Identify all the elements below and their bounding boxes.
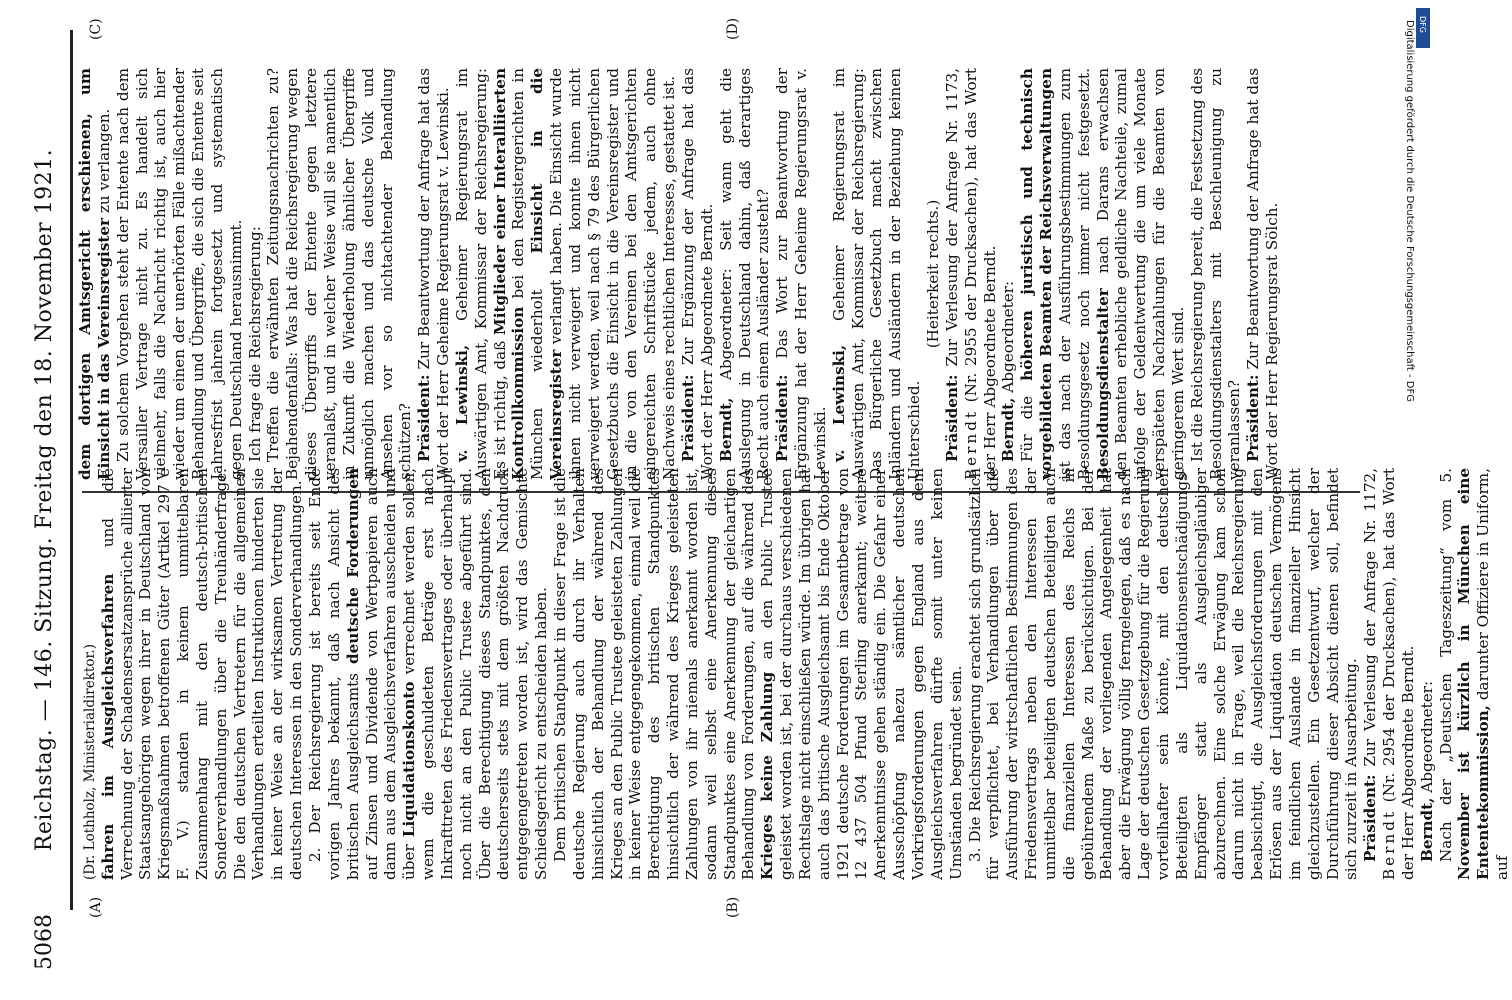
text: auf Zinsen und Dividende von Wertpapieren auch dann aus dem Ausgleichsverfahren ausscheiden und über <box>362 468 419 880</box>
text: zu verlangen. <box>94 108 113 218</box>
spaced-name: Berndt <box>961 408 980 480</box>
bold-text: Besoldungsdienstalter <box>1093 288 1112 480</box>
text: bei den Registergerichten in München wiederholt <box>509 68 547 480</box>
text: 2. Der Reichsregierung ist bereits seit Ende vorigen Jahres bekannt, daß nach Ansicht des britischen Ausgleichsamts <box>306 468 362 880</box>
president-speech <box>943 68 1000 480</box>
text: Zur Verlesung der Anfrage Nr. 1172, <box>1361 468 1380 775</box>
speaker-label: Präsident: <box>679 374 697 462</box>
bold-text: deutsche Forderungen <box>343 468 362 665</box>
text: und die Verrechnung der Schadensersatzansprüche alliierter Staatsangehörigen wegen ihrer in Deutschland von Kriegsmaßnahmen betroffenen Güter (Artikel 297 e F. V.) standen in keinem unmittelbaren Zusammenhang mit den deutsch-britischen Sonderverhandlungen über die Treuhänderfrage. Die den deutschen Vertretern für die allgemeinen Verhandlungen erteilten Instruktionen hinderten sie in keiner Weise an der wirksamen Vertretung der deutschen Interessen in den Sonderverhandlungen. <box>98 468 306 880</box>
president-speech <box>1361 468 1418 880</box>
bold-text: Mitglieder einer Interalliierten Kontrollkommission <box>490 68 528 480</box>
speaker-label: Berndt, <box>999 397 1018 462</box>
speaker-label: Präsident: <box>1361 774 1380 862</box>
bold-text: fahren im Ausgleichsverfahren <box>98 573 117 880</box>
text: nach Darans erwachsen den Beamten erhebliche geldliche Nachteile, zumal infolge der Geldentwertung die um viele Monate verspäteten Nachzahlungen für die Beamten von geringerem Wert sind. <box>1093 68 1187 480</box>
text: Zur Beantwortung der Anfrage hat das Wort der Herr Regierungsrat Sölch. <box>1244 68 1282 480</box>
speaker-label: Präsident: <box>1244 374 1263 462</box>
speaker-note: (Dr. Lothholz, Ministerialdirektor.) <box>82 644 98 880</box>
president-speech <box>1244 68 1282 480</box>
text: Entente nach dem Versailler Vertrage nicht zu. Es handelt sich vielmehr, falls die Nachricht richtig ist, auch hier wieder um einen der unerhörten Fälle mißachtender Behandlung und Übergriffe, die sich die Entente seit Jahresfrist jahrein fortgesetzt und systematisch gegen Deutschland herausnimmt. <box>113 67 245 480</box>
lewinski-speech <box>453 68 679 480</box>
spaced-name: Berndt <box>1380 808 1399 880</box>
paragraph <box>99 468 306 880</box>
speaker-label: Präsident: <box>942 374 961 462</box>
text: (Nr. 2954 der Drucksachen), hat das Wort der Herr Abgeordnete Berndt. <box>1380 468 1417 880</box>
bold-text: Liquidationskonto <box>400 681 419 838</box>
text: Zur Ergänzung der Anfrage hat das Wort der Herr Abgeordnete Berndt. <box>679 68 716 480</box>
paragraph: Treffen die erwähnten Zeitungsnachrichten zu? Bejahendenfalls: Was hat die Reichsregierung wegen dieses Übergriffs der Entente gegen letztere veranlaßt, und in welcher Weise will sie namentlich in Zukunft die Wiederholung ähnlicher Übergriffe unmöglich machen und das deutsche Volk und Ansehen vor so nichtachtender Behandlung schützen? <box>264 68 415 480</box>
paragraph: Ist die Reichsregierung bereit, die Festsetzung des Besoldungsdienstalters mit Beschleunigung zu veranlassen? <box>1187 68 1244 480</box>
berndt-speech <box>1418 468 1437 880</box>
bold-text: Krieges keine Zahlung <box>758 671 777 880</box>
text: verlangt haben. Die Einsicht wurde ihnen nicht verweigert und konnte ihnen nicht verweigert werden, weil nach § 79 des Bürgerlichen Gesetzbuchs die Einsicht in die Vereinsregister und in die von den Vereinen bei den Amtsgerichten eingereichten Schriftstücke jedem, auch ohne Nachweis eines rechtlichen Interesses, gestattet ist. <box>547 68 679 480</box>
paragraph <box>114 68 246 480</box>
text: Abgeordneter: Seit wann geht die Auslegung in Deutschland dahin, daß derartiges Recht auch einem Ausländer zusteht? <box>716 68 773 480</box>
speaker-label: Berndt, <box>716 397 735 462</box>
margin-mark-d: (D) <box>725 17 741 40</box>
speaker-label: Präsident: <box>415 374 434 462</box>
text: Geheimer Regierungsrat im Auswärtigen Amt, Kommissar der Reichsregierung: Es ist richtig, daß <box>452 68 509 480</box>
text: Abgeordneter: <box>999 280 1018 398</box>
lewinski-speech <box>830 68 924 480</box>
paragraph <box>551 468 966 880</box>
margin-mark-a: (A) <box>88 896 104 918</box>
bold-text: November ist kürzlich in München eine Ententekommission, <box>1455 468 1493 880</box>
berndt-speech <box>999 68 1018 480</box>
paragraph <box>306 468 551 880</box>
text: (Nr. 2955 der Drucksachen), hat das Wort der Herr Abgeordnete Berndt. <box>961 68 999 480</box>
margin-mark-c: (C) <box>88 18 104 40</box>
text: verrechnet werden sollen, wenn die geschuldeten Beträge erst nach Inkrafttreten des Friedensvertrages oder überhaupt noch nicht an den Public Trustee abgeführt sind. Über die Berechtigung dieses Standpunktes, den deutscherseits stets mit dem größten Nachdruck entgegengetreten worden ist, wird das Gemischte Schiedsgericht zu entscheiden haben. <box>400 468 551 880</box>
text: darunter Offiziere in Uniform, auf <box>1474 468 1512 880</box>
paragraph <box>1018 68 1188 480</box>
text: Dem britischen Standpunkt in dieser Frage ist die deutsche Regierung auch durch ihr Verhalten hinsichtlich der Behandlung der während des Krieges an den Public Trustee geleisteten Zahlungen in keiner Weise entgegengekommen, einmal weil die Berechtigung des britischen Standpunktes hinsichtlich der während des Krieges geleisteten Zahlungen von ihr niemals anerkannt worden ist, sodann weil selbst eine Anerkennung dieses Standpunktes eine Anerkennung der gleichartigen Behandlung von Forderungen, auf die während des <box>550 468 758 880</box>
bold-text: dem dortigen Amtsgericht erschienen, um Einsicht in das Vereinsregister <box>76 68 113 480</box>
dfg-logo <box>1416 8 1430 48</box>
left-column <box>82 468 1512 880</box>
speaker-label: v. Lewinski, <box>452 344 471 462</box>
text: Nach der „Deutschen Tageszeitung“ vom 5. <box>1436 468 1455 862</box>
text: Zu solchem Vorgehen steht der <box>113 216 132 462</box>
speaker-label: Präsident: <box>773 374 792 462</box>
text: Das Wort zur Beantwortung der Ergänzung hat der Herr Geheime Regierungsrat v. Lewinski. <box>773 68 829 480</box>
text: Zur Verlesung der Anfrage Nr. 1173, <box>942 68 961 375</box>
president-speech <box>679 68 717 480</box>
speaker-label: Berndt, <box>1417 797 1436 862</box>
text: Für die <box>1018 380 1037 462</box>
president-speech <box>773 68 830 480</box>
page-header <box>28 30 68 970</box>
paragraph: 3. Die Reichsregierung erachtet sich grundsätzlich für verpflichtet, bei Verhandlungen über die Ausführung der wirtschaftlichen Bestimmungen des Friedensvertrags neben den Interessen der unmittelbar beteiligten deutschen Beteiligten auch die finanziellen Interessen des Reichs in gebührendem Maße zu berücksichtigen. Bei der Behandlung der vorliegenden Angelegenheit hat aber die Erwägung völlig ferngelegen, daß es nach Lage der deutschen Gesetzgebung für die Regierung vorteilhafter sein könnte, mit den deutschen Beteiligten als Liquidationsentschädigungs-Empfänger statt als Ausgleichsgläubiger abzurechnen. Eine solche Erwägung kam schon darum nicht in Frage, weil die Reichsregierung beabsichtigt, die Ausgleichsforderungen mit den Erlösen aus der Liquidation deutschen Vermögens im feindlichen Auslande in finanzieller Hinsicht gleichzustellen. Ein Gesetzentwurf, welcher der Durchführung dieser Absicht dienen soll, befindet sich zurzeit in Ausarbeitung. <box>965 468 1361 880</box>
page-number: 5068 <box>32 914 57 970</box>
text: an den Public Trustee geleistet worden ist, bei der durchaus verschiedenen Rechtslage nicht einschließen würde. Im übrigen hat auch das britische Ausgleichsamt bis Ende Oktober 1921 deutsche Forderungen im Gesamtbetrage von 12 437 504 Pfund Sterling anerkannt; weitere Anerkenntnisse gehen ständig ein. Die Gefahr einer Ausschöpfung nahezu sämtlicher deutschen Vorkriegsforderungen gegen England aus dem Ausgleichsverfahren dürfte somit unter keinen Umständen begründet sein. <box>758 468 965 880</box>
berndt-speech <box>717 68 774 480</box>
bold-text: Einsicht in die Vereinsregister <box>528 67 566 480</box>
header-title: Reichstag. — 146. Sitzung. Freitag den 18. November 1921. <box>32 148 57 852</box>
text: ist das nach der Ausführungsbestimmungen zum Besoldungsgesetz noch immer nicht festgesetzt. <box>1055 68 1093 480</box>
paragraph <box>1437 468 1512 880</box>
text: Zur Beantwortung der Anfrage hat das Wort der Herr Geheime Regierungsrat v. Lewinski. <box>415 68 453 480</box>
text: Geheimer Regierungsrat im Auswärtigen Amt, Kommissar der Reichsregierung: Das Bürgerliche Gesetzbuch macht zwischen Inländern und Ausländern in der Beziehung keinen Unterschied. <box>829 68 924 480</box>
bold-text: höheren juristisch und technisch vorgebildeten Beamten der Reichsverwaltungen <box>1018 68 1056 480</box>
text: Abgeordneter: <box>1417 680 1436 798</box>
margin-mark-b: (B) <box>725 896 741 918</box>
right-column <box>76 68 1282 480</box>
digitization-attribution: Digitalisierung gefördert durch die Deutsche Forschungsgemeinschaft - DFG <box>1404 20 1415 403</box>
president-speech <box>415 68 453 480</box>
logo-text: DFG <box>1418 16 1427 33</box>
paragraph <box>76 68 114 480</box>
interjection: (Heiterkeit rechts.) <box>923 199 942 349</box>
paragraph: Ich frage die Reichsregierung: <box>245 226 264 462</box>
speaker-label: v. Lewinski, <box>829 344 848 462</box>
header-rule <box>70 30 73 910</box>
